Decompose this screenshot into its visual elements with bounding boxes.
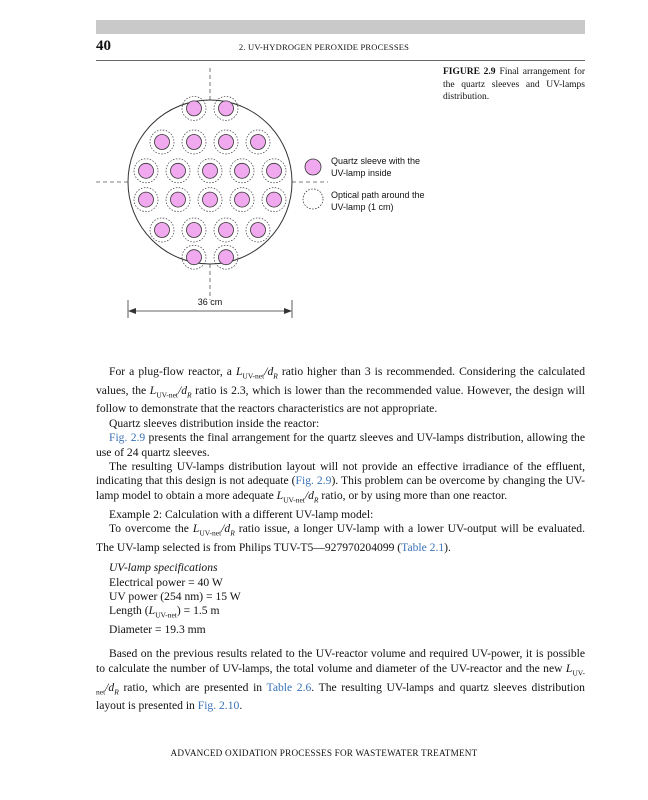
paragraph-6: To overcome the $L_{UV-net}/d_R$ ratio issue, a longer UV-lamp with a lower UV-output will be evaluated. The UV-lamp selected is from Philips TUV-T5—927970204099 (Table 2.1). <box>96 522 585 554</box>
paragraph-4: The resulting UV-lamps distribution layout will not provide an effective irradiance of the effluent, indicating that this design is not adequate (Fig. 2.9). This problem can be overcome by changing the UV-lamp model to obtain a more adequate $L_{UV-net}/d_R$ ratio, or by using more than one reactor. <box>96 460 585 505</box>
reactor-vessel-outline <box>128 100 292 264</box>
legend-quartz-sleeve-symbol <box>305 159 321 175</box>
lamp-array <box>134 96 286 269</box>
legend-item-2-line1: Optical path around the <box>331 190 425 200</box>
figure-caption-label: FIGURE 2.9 <box>443 67 496 77</box>
spec-heading: UV-lamp specifications <box>109 561 218 575</box>
running-title: 2. UV-HYDROGEN PEROXIDE PROCESSES <box>238 42 410 52</box>
figure-caption-text: Final arrangement for the quartz sleeves and UV-lamps distribution. <box>443 67 586 102</box>
legend-item-2-line2: UV-lamp (1 cm) <box>331 202 394 212</box>
quartz-sleeve-lamp <box>155 135 170 150</box>
link-table-2-6[interactable]: Table 2.6 <box>266 680 312 694</box>
quartz-sleeve-lamp <box>187 135 202 150</box>
paragraph-7: Based on the previous results related to the UV-reactor volume and required UV-power, it is possible to calculate the number of UV-lamps, the total volume and diameter of the UV-reactor and the new $L_{UV-net}/d_R$ ratio, which are presented in Table 2.6. The resulting UV-lamps and quartz sleeves distribution layout is presented in Fig. 2.10. <box>96 647 585 713</box>
quartz-sleeve-lamp <box>251 135 266 150</box>
quartz-sleeve-lamp <box>203 192 218 207</box>
dimension-label: 36 cm <box>197 297 223 307</box>
link-fig-2-9-b[interactable]: Fig. 2.9 <box>295 474 332 488</box>
quartz-sleeve-lamp <box>219 223 234 238</box>
quartz-sleeve-lamp <box>139 163 154 178</box>
quartz-sleeve-lamp <box>139 192 154 207</box>
paragraph-5: Example 2: Calculation with a different UV-lamp model: <box>109 507 374 521</box>
dimension-arrow-right <box>284 308 292 314</box>
paragraph-2: Quartz sleeves distribution inside the reactor: <box>109 416 320 430</box>
quartz-sleeve-lamp <box>171 163 186 178</box>
link-fig-2-10[interactable]: Fig. 2.10 <box>197 699 240 713</box>
reactor-diagram <box>96 68 328 300</box>
body-text <box>96 365 585 714</box>
quartz-sleeve-lamp <box>187 101 202 116</box>
dimension-arrow-left <box>128 308 136 314</box>
link-fig-2-9[interactable]: Fig. 2.9 <box>109 431 146 445</box>
quartz-sleeve-lamp <box>235 192 250 207</box>
uv-lamp-specifications <box>109 561 585 637</box>
spec-uv-power: UV power (254 nm) = 15 W <box>109 589 241 603</box>
quartz-sleeve-lamp <box>187 223 202 238</box>
quartz-sleeve-lamp <box>203 163 218 178</box>
quartz-sleeve-lamp <box>155 223 170 238</box>
quartz-sleeve-lamp <box>267 163 282 178</box>
legend-item-1-line2: UV-lamp inside <box>331 168 392 178</box>
page-number: 40 <box>96 38 111 54</box>
legend-optical-path-symbol <box>303 189 323 209</box>
spec-length: Length $(L_{UV-net}) = 1.5$ m <box>109 604 220 620</box>
quartz-sleeve-lamp <box>219 135 234 150</box>
paragraph-3: Fig. 2.9 presents the final arrangement for the quartz sleeves and UV-lamps distribution, allowing the use of 24 quartz sleeves. <box>96 431 585 459</box>
quartz-sleeve-lamp <box>219 101 234 116</box>
figure-legend <box>303 156 425 212</box>
link-table-2-1[interactable]: Table 2.1 <box>401 540 445 554</box>
paragraph-1: For a plug-flow reactor, a $L_{UV-net}/d_R$ ratio higher than 3 is recommended. Considering the calculated values, the $L_{UV-net}/d_R$ ratio is 2.3, which is lower than the recommended value. However, the design will follow to demonstrate that the reactors characteristics are not appropriate. <box>96 365 585 416</box>
quartz-sleeve-lamp <box>267 192 282 207</box>
quartz-sleeve-lamp <box>187 250 202 265</box>
page-footer: ADVANCED OXIDATION PROCESSES FOR WASTEWATER TREATMENT <box>170 748 478 758</box>
spec-electrical-power: Electrical power = 40 W <box>109 575 223 589</box>
legend-item-1-line1: Quartz sleeve with the <box>331 156 421 166</box>
spec-diameter: Diameter = 19.3 mm <box>109 623 206 637</box>
quartz-sleeve-lamp <box>235 163 250 178</box>
dimension-annotation <box>128 297 292 318</box>
quartz-sleeve-lamp <box>251 223 266 238</box>
reactor-cross-section-figure <box>0 0 648 360</box>
quartz-sleeve-lamp <box>171 192 186 207</box>
quartz-sleeve-lamp <box>219 250 234 265</box>
